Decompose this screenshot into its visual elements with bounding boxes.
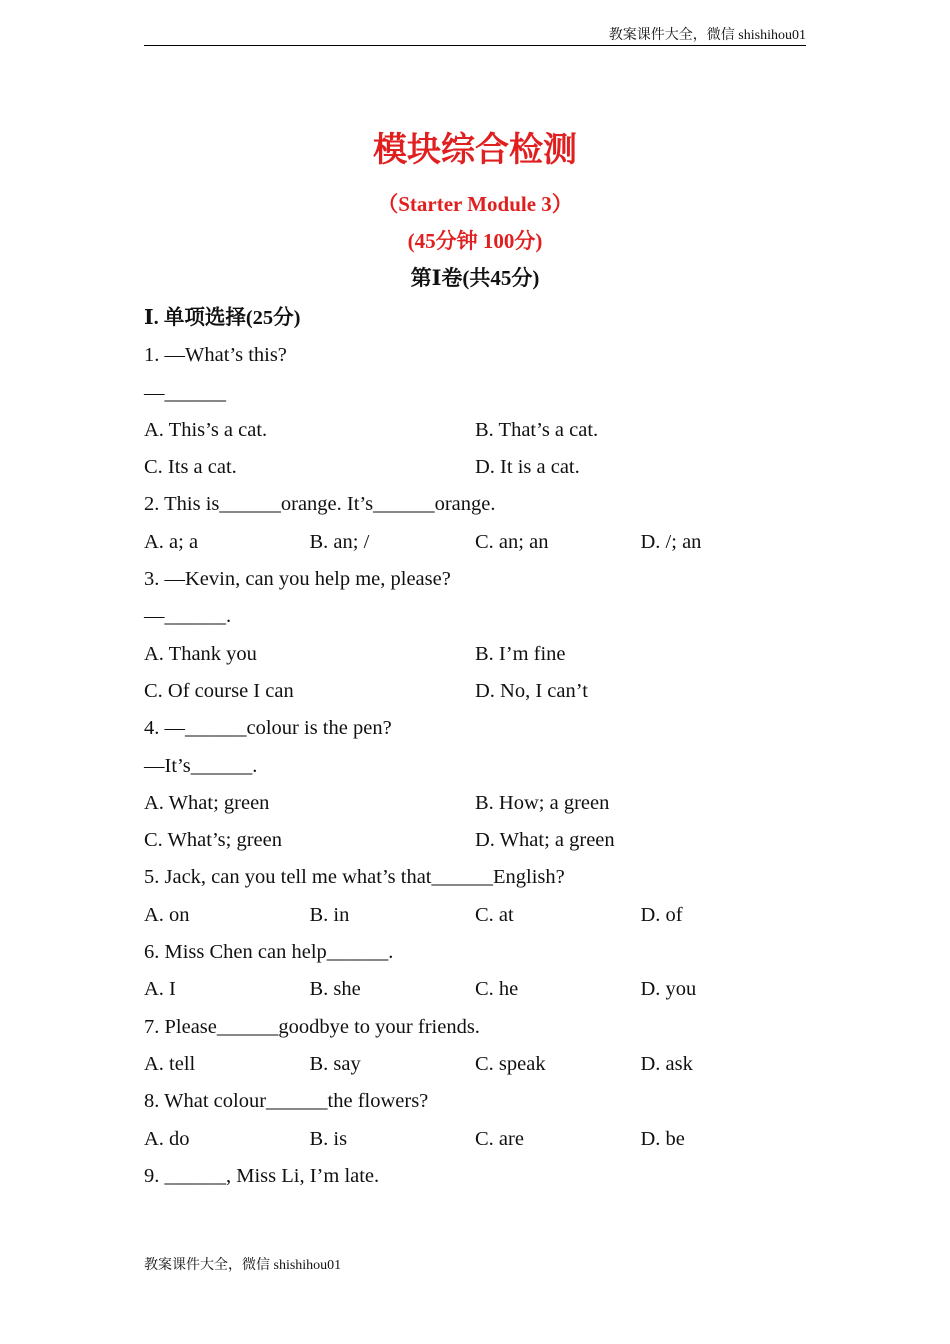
question-list [144,300,806,1195]
page-header: 教案课件大全，微信 shishihou01 [144,26,806,46]
question-6-option-b: B. she [309,978,361,1001]
part-heading: 第Ⅰ卷(共45分) [410,266,540,290]
question-2-option-b: B. an; / [309,530,370,553]
question-4-option-a: A. What; green [144,791,270,814]
page-footer: 教案课件大全，微信 shishihou01 [144,1258,342,1273]
question-7-option-d: D. ask [640,1052,693,1075]
question-5-options [144,897,806,934]
question-8-stem: 8. What colour______the flowers? [144,1090,429,1113]
section-heading: Ⅰ. 单项选择(25分) [144,307,301,329]
question-3-option-b: B. I’m fine [475,642,566,665]
question-9-stem: 9. ______, Miss Li, I’m late. [144,1164,380,1187]
question-3-option-a: A. Thank you [144,642,257,665]
question-8-option-c: C. are [475,1127,524,1150]
question-3-options-row-2 [144,673,806,710]
question-3-options-row-1 [144,636,806,673]
question-2-option-d: D. /; an [640,530,702,553]
question-2-option-c: C. an; an [475,530,549,553]
question-5-option-d: D. of [640,903,683,926]
question-6-options [144,971,806,1008]
question-4-option-c: C. What’s; green [144,829,282,852]
time-score: (45分钟 100分) [407,229,543,253]
question-5-option-a: A. on [144,903,190,926]
question-2-options [144,524,806,561]
question-1-option-a: A. This’s a cat. [144,418,268,441]
question-1-options-row-1 [144,412,806,449]
question-1-option-c: C. Its a cat. [144,456,237,479]
question-4-options-row-1 [144,785,806,822]
question-4-stem: 4. —______colour is the pen? [144,717,392,740]
question-4-answer-line: —It’s______. [144,754,258,777]
question-3-option-c: C. Of course I can [144,679,294,702]
question-5-stem: 5. Jack, can you tell me what’s that______English? [144,866,565,889]
question-2-stem: 2. This is______orange. It’s______orange. [144,493,496,516]
question-7-stem: 7. Please______goodbye to your friends. [144,1015,480,1038]
question-5-option-c: C. at [475,903,514,926]
question-1-options-row-2 [144,449,806,486]
question-7-options [144,1046,806,1083]
question-6-option-a: A. I [144,978,176,1001]
question-8-options [144,1121,806,1158]
question-4-option-b: B. How; a green [475,791,610,814]
page-title: 模块综合检测 [373,130,577,170]
question-7-option-a: A. tell [144,1052,196,1075]
question-3-option-d: D. No, I can’t [475,679,588,702]
question-8-option-b: B. is [309,1127,348,1150]
subtitle-module: （Starter Module 3） [377,192,573,216]
question-4-option-d: D. What; a green [475,829,615,852]
question-1-answer-line: —______ [144,381,226,404]
question-2-option-a: A. a; a [144,530,199,553]
question-1-option-d: D. It is a cat. [475,456,580,479]
question-8-option-d: D. be [640,1127,685,1150]
question-1-stem: 1. —What’s this? [144,344,287,367]
question-1-option-b: B. That’s a cat. [475,418,599,441]
question-3-stem: 3. —Kevin, can you help me, please? [144,568,451,591]
question-7-option-c: C. speak [475,1052,546,1075]
question-3-answer-line: —______. [144,605,232,628]
question-6-stem: 6. Miss Chen can help______. [144,941,394,964]
question-7-option-b: B. say [309,1052,361,1075]
question-4-options-row-2 [144,822,806,859]
question-8-option-a: A. do [144,1127,190,1150]
question-5-option-b: B. in [309,903,350,926]
question-6-option-c: C. he [475,978,519,1001]
question-6-option-d: D. you [640,978,697,1001]
